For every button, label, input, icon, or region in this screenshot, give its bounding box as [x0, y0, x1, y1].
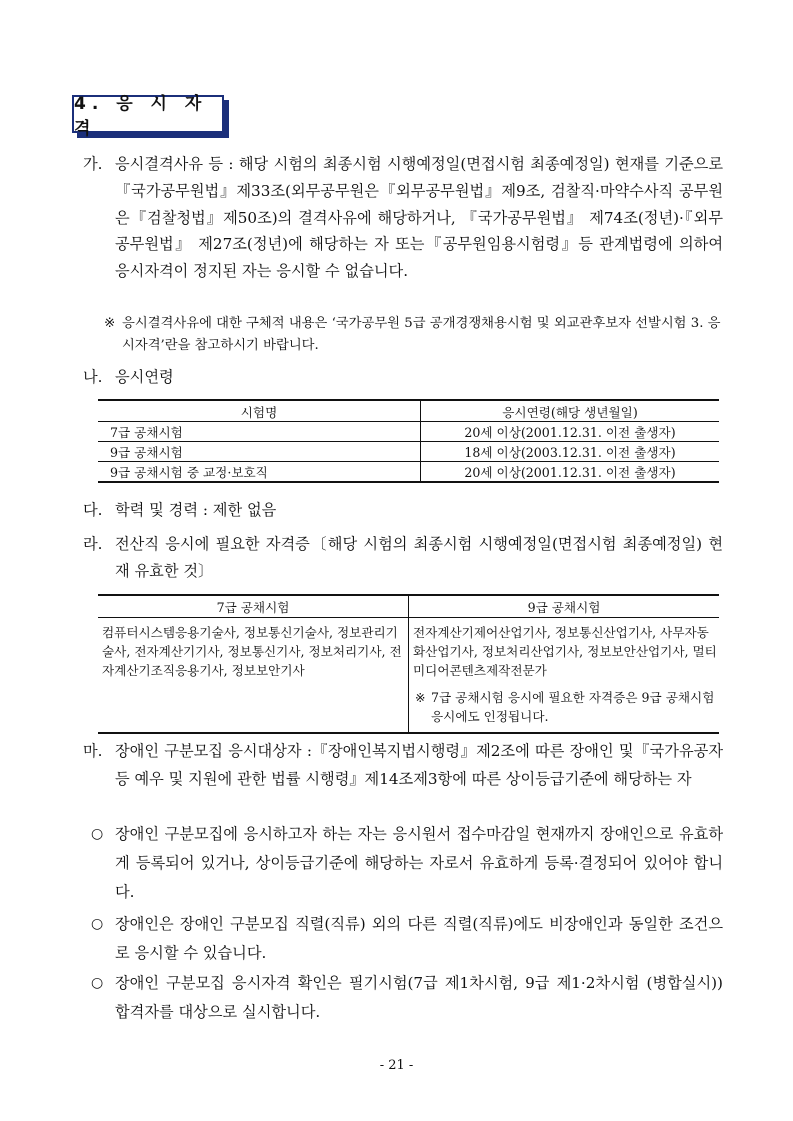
table-row — [98, 462, 719, 483]
section-heading: 4. 응 시 자 격 — [72, 95, 224, 133]
table-header: 시험명 — [98, 400, 421, 422]
table-cell: 9급 공채시험 중 교정·보호직 — [98, 462, 421, 483]
table-row — [98, 442, 719, 462]
table-row — [98, 618, 719, 734]
circle-text: 장애인 구분모집에 응시하고자 하는 자는 응시원서 접수마감일 현재까지 장애인으로 유효하게 등록되어 있거나, 상이등급기준에 해당하는 자로서 유효하게 등록·결정되어 있어야 합니다. — [115, 825, 723, 901]
note-ga — [104, 313, 724, 357]
circle-bullet: ○ — [91, 916, 104, 932]
item-ra — [83, 531, 723, 585]
cert-note — [413, 688, 717, 726]
item-text: 학력 및 경력 : 제한 없음 — [115, 501, 277, 519]
table-header: 응시연령(해당 생년월일) — [421, 400, 720, 422]
certificate-table — [98, 594, 719, 734]
circle-item — [91, 820, 723, 907]
item-na — [83, 364, 723, 391]
table-header-row — [98, 400, 719, 422]
item-label: 나. — [83, 368, 103, 386]
item-ma — [83, 737, 723, 793]
age-table — [98, 399, 719, 483]
item-text: 전산직 응시에 필요한 자격증〔해당 시험의 최종시험 시행예정일(면접시험 최종예정일) 현재 유효한 것〕 — [115, 535, 723, 580]
table-cell: 20세 이상(2001.12.31. 이전 출생자) — [421, 422, 720, 442]
table-cell — [409, 618, 720, 734]
item-text: 응시결격사유 등 : 해당 시험의 최종시험 시행예정일(면접시험 최종예정일) 현재를 기준으로『국가공무원법』제33조(외무공무원은『외무공무원법』제9조, 검찰직·마약수사직 공무원은『검찰청법』제50조)의 결격사유에 해당하거나, 『국가공무원법』 제74조(정년)·『외무공무원법』 제27조(정년)에 해당하는 자 또는『공무원임용시험령』등 관계법령에 의하여 응시자격이 정지된 자는 응시할 수 없습니다. — [115, 155, 723, 281]
item-text: 응시연령 — [115, 368, 174, 386]
table-header: 7급 공채시험 — [98, 595, 409, 618]
item-label: 가. — [83, 155, 103, 173]
table-cell: 7급 공채시험 — [98, 422, 421, 442]
item-ga — [83, 151, 723, 285]
note-text: 7급 공채시험 응시에 필요한 자격증은 9급 공채시험 응시에도 인정됩니다. — [431, 690, 715, 724]
circle-item — [91, 910, 723, 968]
item-label: 라. — [83, 535, 103, 553]
note-text: 응시결격사유에 대한 구체적 내용은 ‘국가공무원 5급 공개경쟁채용시험 및 외교관후보자 선발시험 3. 응시자격’란을 참고하시기 바랍니다. — [122, 316, 721, 353]
note-mark: ※ — [415, 690, 426, 705]
circle-bullet: ○ — [91, 826, 104, 842]
table-cell: 18세 이상(2003.12.31. 이전 출생자) — [421, 442, 720, 462]
note-mark: ※ — [104, 316, 116, 331]
item-label: 마. — [83, 742, 103, 760]
circle-text: 장애인은 장애인 구분모집 직렬(직류) 외의 다른 직렬(직류)에도 비장애인과 동일한 조건으로 응시할 수 있습니다. — [115, 915, 723, 962]
item-da — [83, 497, 723, 524]
cert-list-9: 전자계산기제어산업기사, 정보통신산업기사, 사무자동화산업기사, 정보처리산업기사, 정보보안산업기사, 멀티미디어콘텐츠제작전문가 — [413, 625, 717, 678]
circle-text: 장애인 구분모집 응시자격 확인은 필기시험(7급 제1차시험, 9급 제1·2차시험 (병합실시)) 합격자를 대상으로 실시합니다. — [115, 974, 723, 1021]
item-text: 장애인 구분모집 응시대상자 :『장애인복지법시행령』제2조에 따른 장애인 및『국가유공자 등 예우 및 지원에 관한 법률 시행령』제14조제3항에 따른 상이등급기준에 해당하는 자 — [115, 742, 723, 788]
circle-bullet: ○ — [91, 975, 104, 991]
table-cell: 컴퓨터시스템응용기술사, 정보통신기술사, 정보관리기술사, 전자계산기기사, 정보통신기사, 정보처리기사, 전자계산기조직응용기사, 정보보안기사 — [98, 618, 409, 734]
table-header: 9급 공채시험 — [409, 595, 720, 618]
item-label: 다. — [83, 501, 103, 519]
table-cell: 20세 이상(2001.12.31. 이전 출생자) — [421, 462, 720, 483]
table-cell: 9급 공채시험 — [98, 442, 421, 462]
table-header-row — [98, 595, 719, 618]
page-number: - 21 - — [379, 1058, 414, 1073]
circle-item — [91, 969, 723, 1027]
table-row — [98, 422, 719, 442]
